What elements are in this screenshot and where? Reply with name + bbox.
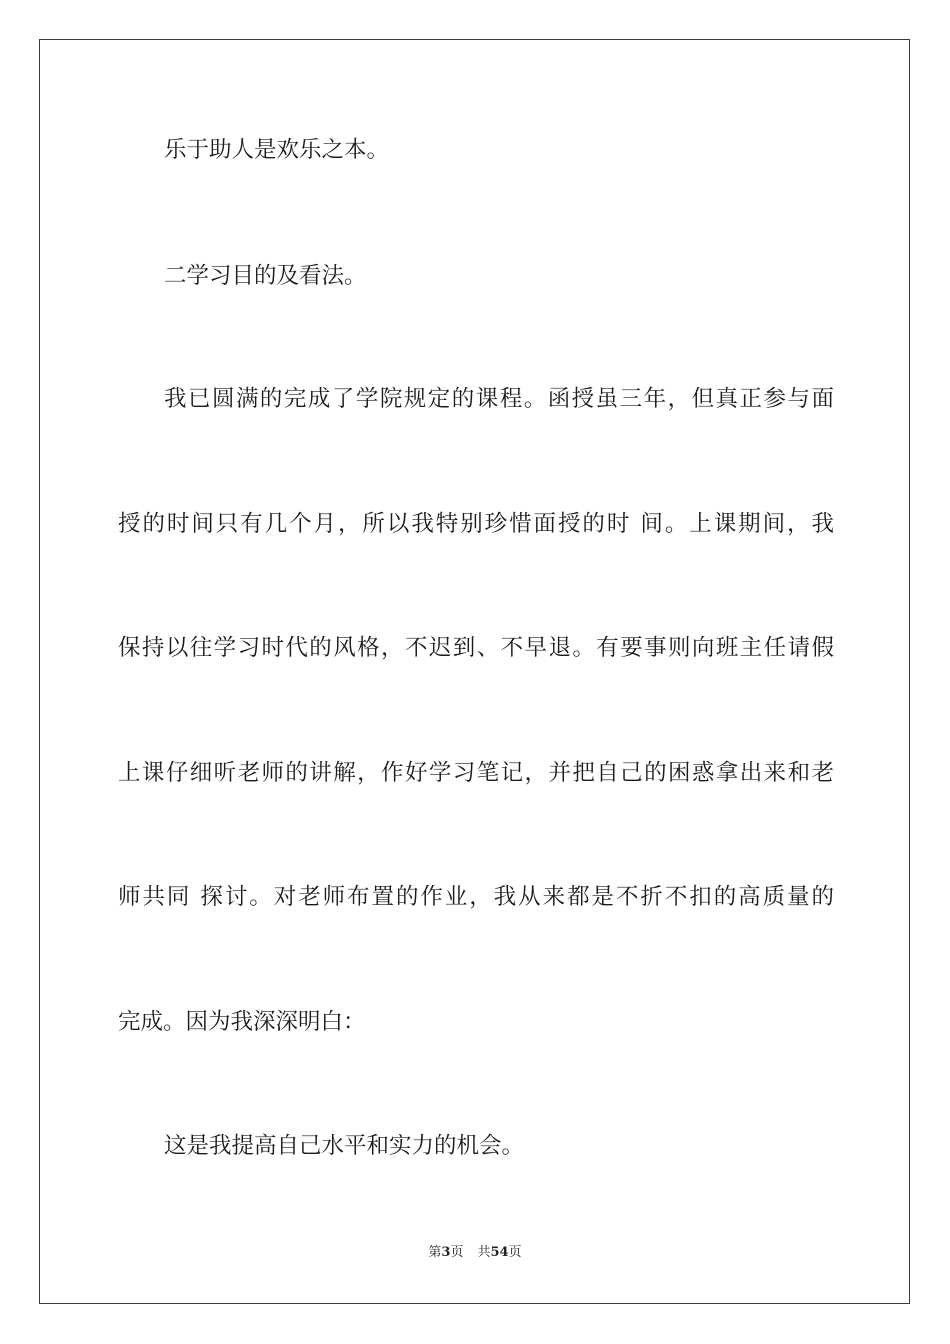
text-line-6: 上课仔细听老师的讲解，作好学习笔记，并把自己的困惑拿出来和老 xyxy=(118,760,834,786)
text-line-2: 二学习目的及看法。 xyxy=(164,263,367,289)
footer-page-number: 3 xyxy=(441,1245,451,1260)
text-line-1: 乐于助人是欢乐之本。 xyxy=(164,137,390,163)
text-line-5: 保持以往学习时代的风格，不迟到、不早退。有要事则向班主任请假 xyxy=(118,635,834,661)
page-footer xyxy=(0,1244,950,1262)
page-border xyxy=(39,39,910,1304)
footer-total-prefix: 共 xyxy=(477,1245,491,1260)
text-line-8: 完成。因为我深深明白： xyxy=(118,1009,366,1035)
text-line-4: 授的时间只有几个月，所以我特别珍惜面授的时 间。上课期间，我 xyxy=(118,511,834,537)
footer-total-suffix: 页 xyxy=(508,1245,522,1260)
text-line-9: 这是我提高自己水平和实力的机会。 xyxy=(164,1133,525,1159)
footer-total-pages: 54 xyxy=(490,1245,509,1260)
text-line-3: 我已圆满的完成了学院规定的课程。函授虽三年，但真正参与面 xyxy=(164,386,834,412)
footer-prefix: 第 xyxy=(428,1245,442,1260)
footer-page-suffix: 页 xyxy=(450,1245,464,1260)
text-line-7: 师共同 探讨。对老师布置的作业，我从来都是不折不扣的高质量的 xyxy=(118,884,834,910)
